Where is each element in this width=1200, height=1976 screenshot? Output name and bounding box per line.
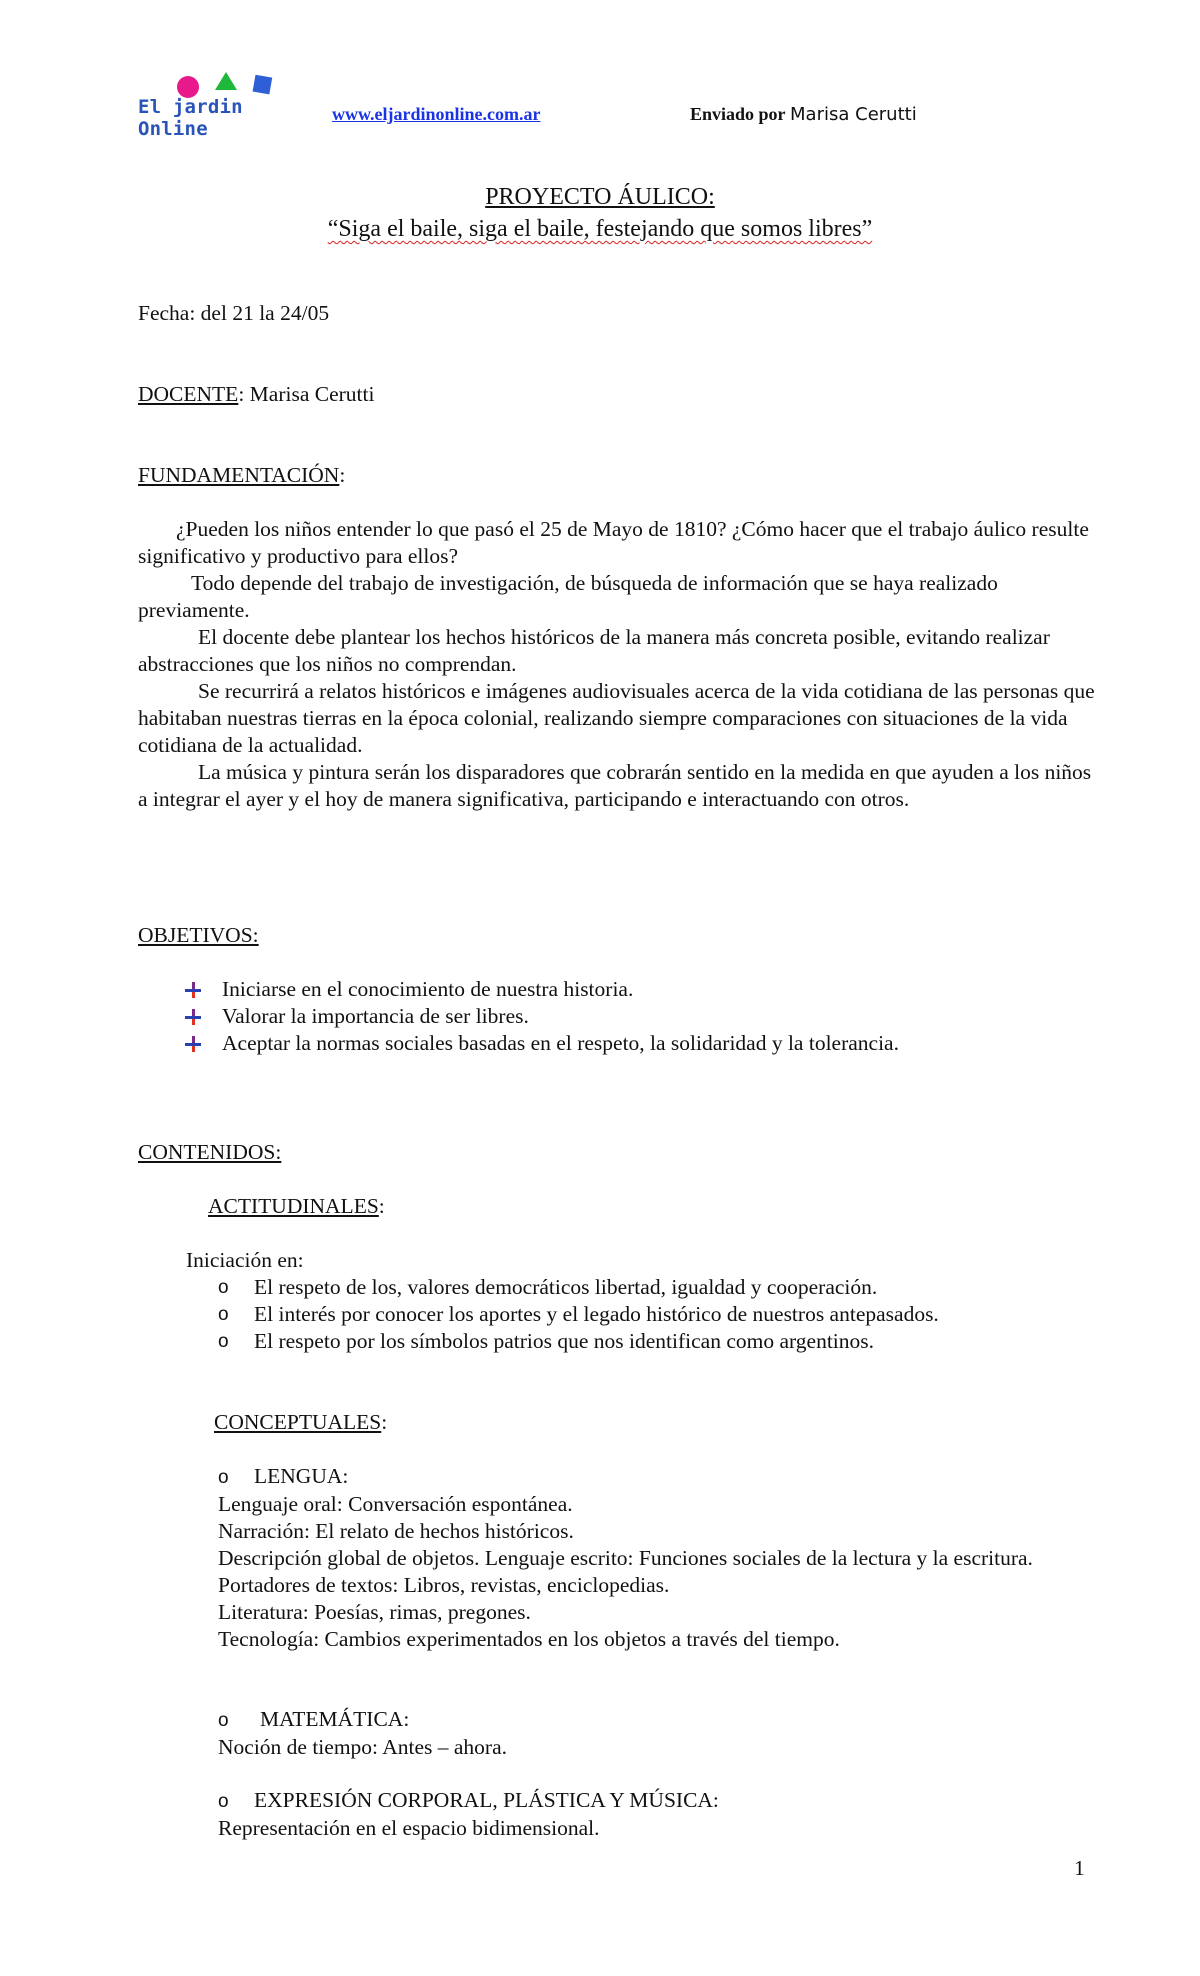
expresion-line: Representación en el espacio bidimensional.	[218, 1816, 600, 1840]
fundamentacion-paragraph: Todo depende del trabajo de investigación, de búsqueda de información que se haya realizado previamente.	[138, 571, 998, 622]
circle-bullet-icon: o	[218, 1331, 229, 1352]
title-line-2: “Siga el baile, siga el baile, festejando que somos libres”	[327, 216, 873, 242]
list-item: o El respeto de los, valores democráticos libertad, igualdad y cooperación.	[218, 1275, 878, 1299]
fundamentacion-body	[138, 516, 1098, 813]
lengua-heading: o LENGUA:	[218, 1463, 1098, 1491]
lengua-section	[218, 1463, 1098, 1653]
fundamentacion-paragraph: ¿Pueden los niños entender lo que pasó el 25 de Mayo de 1810? ¿Cómo hacer que el trabajo áulico resulte significativo y productivo para ellos?	[138, 517, 1089, 568]
actitudinales-label: ACTITUDINALES	[208, 1194, 379, 1218]
project-title	[0, 182, 1200, 212]
matematica-section	[218, 1706, 1098, 1761]
project-subtitle	[0, 214, 1200, 244]
lengua-line: Literatura: Poesías, rimas, pregones.	[218, 1600, 531, 1624]
fundamentacion-label: FUNDAMENTACIÓN	[138, 463, 340, 487]
fundamentacion-paragraph: El docente debe plantear los hechos históricos de la manera más concreta posible, evitando realizar abstracciones que los niños no comprendan.	[138, 625, 1050, 676]
sent-by-name: Marisa Cerutti	[790, 104, 917, 125]
docente-label: DOCENTE	[138, 382, 239, 406]
expresion-section	[218, 1787, 1098, 1842]
circle-bullet-icon: o	[218, 1304, 229, 1325]
actitudinales-heading: ACTITUDINALES:	[208, 1194, 385, 1218]
matematica-heading: o MATEMÁTICA:	[218, 1706, 1098, 1734]
fecha-line: Fecha: del 21 la 24/05	[138, 301, 330, 325]
circle-bullet-icon: o	[218, 1277, 229, 1298]
logo-text: El jardin Online	[138, 96, 243, 140]
page-number: 1	[1074, 1856, 1085, 1880]
lengua-line: Portadores de textos: Libros, revistas, enciclopedias.	[218, 1573, 670, 1597]
plus-bullet-icon	[184, 1035, 202, 1053]
plus-bullet-icon	[184, 981, 202, 999]
lengua-line: Tecnología: Cambios experimentados en los objetos a través del tiempo.	[218, 1627, 840, 1651]
lengua-line: Narración: El relato de hechos históricos.	[218, 1519, 574, 1543]
fundamentacion-heading: FUNDAMENTACIÓN:	[138, 463, 346, 487]
circle-bullet-icon: o	[218, 1791, 229, 1812]
conceptuales-label: CONCEPTUALES	[214, 1410, 382, 1434]
actitudinales-list	[218, 1274, 939, 1355]
actitudinales-intro: Iniciación en:	[186, 1248, 304, 1272]
expresion-heading: o EXPRESIÓN CORPORAL, PLÁSTICA Y MÚSICA:	[218, 1787, 1098, 1815]
circle-bullet-icon: o	[218, 1467, 229, 1488]
site-link[interactable]: www.eljardinonline.com.ar	[332, 104, 541, 124]
title-line-1: PROYECTO ÁULICO:	[485, 184, 715, 210]
lengua-line: Lenguaje oral: Conversación espontánea.	[218, 1492, 573, 1516]
sent-by	[690, 104, 917, 125]
list-item: Valorar la importancia de ser libres.	[184, 1003, 899, 1030]
docente-line	[138, 381, 374, 408]
list-item: Iniciarse en el conocimiento de nuestra historia.	[184, 976, 899, 1003]
fundamentacion-paragraph: Se recurrirá a relatos históricos e imágenes audiovisuales acerca de la vida cotidiana de las personas que habitaban nuestras tierras en la época colonial, realizando siempre comparaciones con situaciones de la vida cotidiana de la actualidad.	[138, 679, 1095, 757]
list-item: o El interés por conocer los aportes y el legado histórico de nuestros antepasados.	[218, 1302, 939, 1326]
objetivos-heading: OBJETIVOS:	[138, 923, 259, 947]
sent-by-label: Enviado por	[690, 104, 786, 124]
lengua-line: Descripción global de objetos. Lenguaje escrito: Funciones sociales de la lectura y la escritura.	[218, 1546, 1033, 1570]
circle-bullet-icon: o	[218, 1710, 229, 1731]
list-item: Aceptar la normas sociales basadas en el respeto, la solidaridad y la tolerancia.	[184, 1030, 899, 1057]
site-logo[interactable]	[138, 70, 318, 140]
docente-value: : Marisa Cerutti	[238, 382, 375, 406]
objetivos-list	[184, 976, 899, 1057]
matematica-line: Noción de tiempo: Antes – ahora.	[218, 1735, 507, 1759]
contenidos-heading: CONTENIDOS:	[138, 1140, 282, 1164]
fundamentacion-paragraph: La música y pintura serán los disparadores que cobrarán sentido en la medida en que ayuden a los niños a integrar el ayer y el hoy de manera significativa, participando e interactuando con otros.	[138, 760, 1092, 811]
list-item: o El respeto por los símbolos patrios que nos identifican como argentinos.	[218, 1329, 875, 1353]
plus-bullet-icon	[184, 1008, 202, 1026]
conceptuales-heading: CONCEPTUALES:	[214, 1410, 388, 1434]
